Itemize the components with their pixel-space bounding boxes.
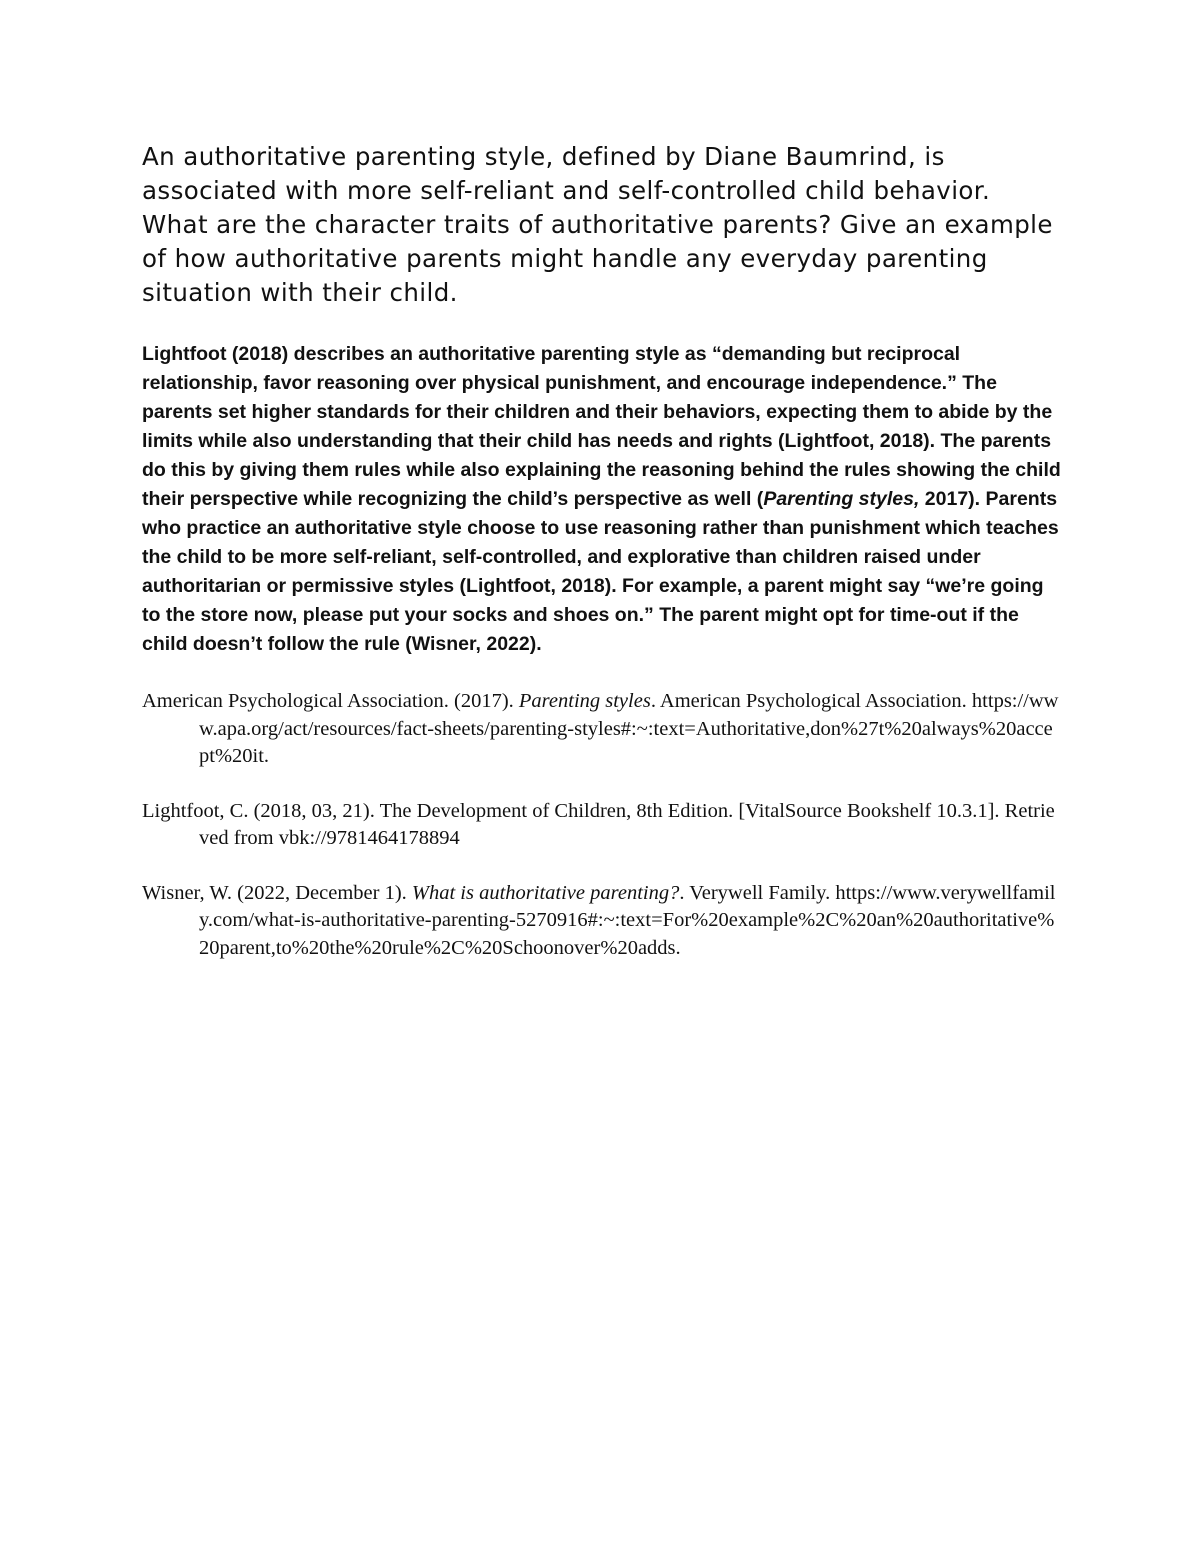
reference-entry-wisner [142, 880, 1062, 963]
reference-text: Wisner, W. (2022, December 1). [142, 881, 412, 904]
reference-text-after: . American Psychological Association. https://www.apa.org/act/resources/fact-sheets/parenting-styles#:~:text=Authoritative,don%27t%20always%20accept%20it. [199, 690, 1059, 767]
reference-title: Parenting styles [518, 690, 651, 712]
reference-entry-lightfoot [142, 798, 1062, 853]
reference-title: What is authoritative parenting? [411, 881, 680, 904]
document-content [142, 140, 1062, 989]
reference-text: American Psychological Association. (2017). [142, 690, 519, 712]
reference-entry-apa [142, 688, 1062, 771]
answer-italic-citation: Parenting styles, [763, 488, 920, 510]
reference-text-after: . Verywell Family. https://www.verywellfamily.com/what-is-authoritative-parenting-5270916#:~:text=For%20example%2C%20an%20authoritative%20parent,to%20the%20rule%2C%20Schoonover%20adds. [199, 881, 1056, 959]
question-prompt: An authoritative parenting style, defined by Diane Baumrind, is associated with more self-reliant and self-controlled child behavior. What are the character traits of authoritative parents? Give an example of how authoritative parents might handle any everyday parenting situation with their child. [142, 142, 1053, 307]
answer-text-part2: 2017). Parents who practice an authoritative style choose to use reasoning rather than punishment which teaches the child to be more self-reliant, self-controlled, and explorative than children raised under authoritarian or permissive styles (Lightfoot, 2018). For example, a parent might say “we’re going to the store now, please put your socks and shoes on.” The parent might opt for time-out if the child doesn’t follow the rule (Wisner, 2022). [142, 488, 1059, 655]
reference-text: Lightfoot, C. (2018, 03, 21). The Development of Children, 8th Edition. [VitalSource Bookshelf 10.3.1]. Retrieved from vbk://9781464178894 [142, 799, 1055, 849]
answer-paragraph [142, 340, 1062, 659]
answer-text-part1: Lightfoot (2018) describes an authoritative parenting style as “demanding but reciprocal relationship, favor reasoning over physical punishment, and encourage independence.” The parents set higher standards for their children and their behaviors, expecting them to abide by the limits while also understanding that their child has needs and rights (Lightfoot, 2018). The parents do this by giving them rules while also explaining the reasoning behind the rules showing the child their perspective while recognizing the child’s perspective as well ( [142, 343, 1061, 510]
